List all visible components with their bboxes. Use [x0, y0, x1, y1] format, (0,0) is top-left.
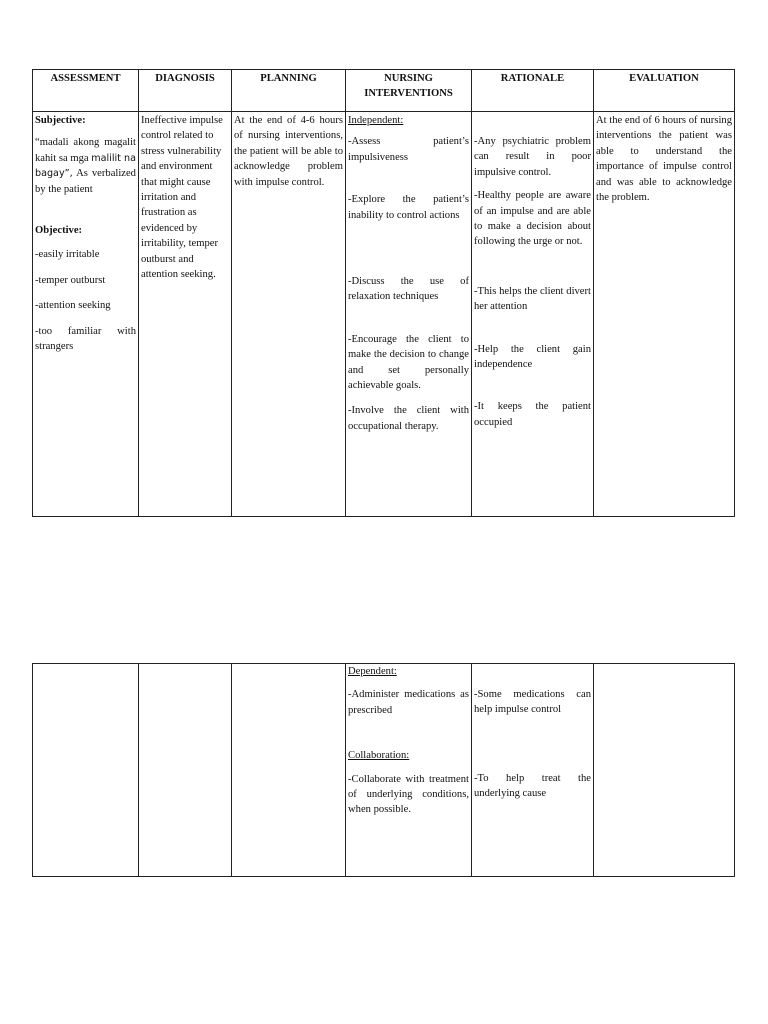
content-row	[33, 112, 735, 517]
header-evaluation: EVALUATION	[594, 70, 735, 112]
rationale-collaboration-item: -To help treat the underlying cause	[474, 772, 591, 800]
header-assessment: ASSESSMENT	[33, 70, 139, 112]
care-plan-table-page-part-1	[32, 69, 735, 517]
collaboration-label: Collaboration:	[348, 750, 410, 762]
content-row-continued	[33, 664, 735, 877]
rationale-cell	[472, 112, 594, 517]
diagnosis-cell-empty	[139, 664, 232, 877]
collaboration-item: -Collaborate with treatment of underlying conditions, when possible.	[348, 773, 469, 816]
header-row	[33, 70, 735, 112]
subjective-quote-cont: malilit na bagay”,	[35, 152, 136, 180]
assessment-cell	[33, 112, 139, 517]
diagnosis-text: Ineffective impulse control related to stress vulnerability and environment that might cause irritation and frustration as evidenced by irritability, temper outburst and attention seeking.	[141, 115, 223, 281]
independent-label: Independent:	[348, 115, 404, 126]
header-rationale: RATIONALE	[472, 70, 594, 112]
intervention-item: -Involve the client with occupational therapy.	[348, 405, 469, 432]
rationale-item: -Healthy people are aware of an impulse and are able to make a decision about following the urge or not.	[474, 190, 591, 248]
intervention-item: -Assess patient’s impulsiveness	[348, 136, 469, 163]
planning-cell	[232, 112, 346, 517]
subjective-quote	[35, 135, 136, 197]
objective-item: -too familiar with strangers	[35, 325, 136, 353]
evaluation-text: At the end of 6 hours of nursing interventions the patient was able to understand the importance of impulse control and was able to acknowledge the problem.	[596, 115, 732, 204]
rationale-item: -It keeps the patient occupied	[474, 401, 591, 428]
diagnosis-cell	[139, 112, 232, 517]
planning-text: At the end of 4-6 hours of nursing interventions, the patient will be able to acknowledge problem with impulse control.	[234, 115, 343, 188]
objective-item: -temper outburst	[35, 274, 106, 286]
assessment-cell-empty	[33, 664, 139, 877]
interventions-cell-continued	[346, 664, 472, 877]
intervention-item: -Discuss the use of relaxation techniques	[348, 276, 469, 303]
rationale-item: -This helps the client divert her attention	[474, 285, 591, 313]
planning-cell-empty	[232, 664, 346, 877]
header-planning: PLANNING	[232, 70, 346, 112]
intervention-item: -Explore the patient’s inability to control actions	[348, 194, 469, 221]
interventions-cell	[346, 112, 472, 517]
subjective-label: Subjective:	[35, 115, 86, 126]
subjective-quote-attribution: As verbalized by the patient	[35, 168, 136, 195]
objective-label: Objective:	[35, 225, 83, 237]
dependent-item: -Administer medications as prescribed	[348, 689, 469, 716]
rationale-dependent-item: -Some medications can help impulse control	[474, 689, 591, 716]
evaluation-cell	[594, 112, 735, 517]
subjective-quote-text: “madali akong magalit kahit sa mga	[35, 137, 136, 164]
objective-item: -easily irritable	[35, 249, 100, 261]
care-plan-table-page-part-2	[32, 663, 735, 877]
rationale-cell-continued	[472, 664, 594, 877]
intervention-item: -Encourage the client to make the decision to change and set personally achievable goals.	[348, 333, 469, 392]
rationale-item: -Help the client gain independence	[474, 343, 591, 371]
objective-item: -attention seeking	[35, 300, 111, 312]
header-nursing-interventions: NURSING INTERVENTIONS	[346, 70, 472, 112]
evaluation-cell-empty	[594, 664, 735, 877]
dependent-label: Dependent:	[348, 666, 397, 677]
header-diagnosis: DIAGNOSIS	[139, 70, 232, 112]
rationale-item: -Any psychiatric problem can result in poor impulsive control.	[474, 136, 591, 178]
